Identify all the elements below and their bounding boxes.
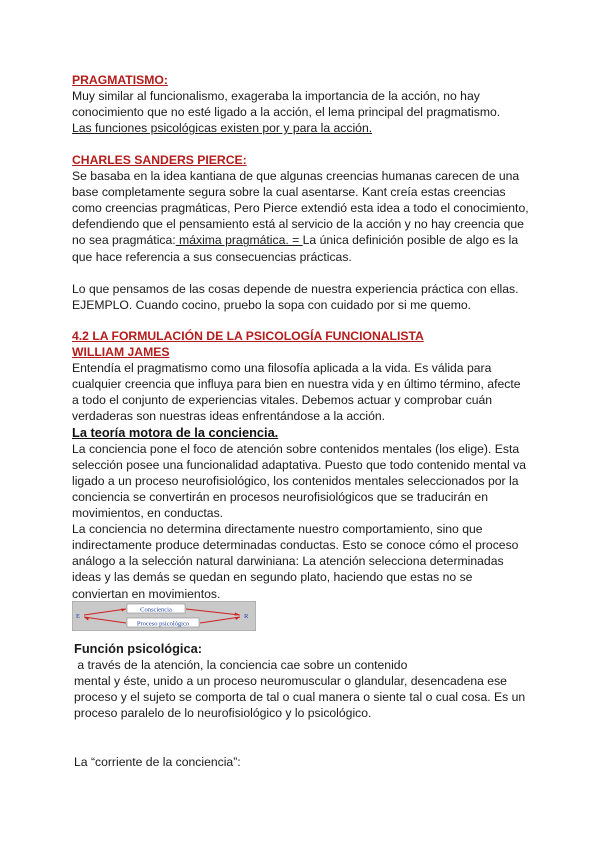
section-corriente [74, 754, 534, 770]
paragraph-line: ligado a un proceso neurofisiológico, los contenidos mentales seleccionados por la [72, 473, 519, 488]
paragraph-line: proceso paralelo de lo neurofisiológico y lo psicológico. [74, 706, 372, 721]
paragraph-line: ideas y las demás se quedan en segundo plato, haciendo que estas no se [72, 570, 473, 585]
line-suffix: La única definición posible de algo es la [302, 233, 519, 248]
section-funcion-psicologica [74, 641, 534, 721]
paragraph-line: Muy similar al funcionalismo, exageraba la importancia de la acción, no hay [72, 89, 480, 104]
underlined-statement: Las funciones psicológicas existen por y para la acción. [72, 121, 373, 136]
spacer [72, 265, 532, 281]
section-funcionalista [72, 328, 532, 602]
paragraph-line: Entendía el pragmatismo como una filosofía aplicada a la vida. Es válida para [72, 361, 492, 376]
subheading-william-james: WILLIAM JAMES [72, 345, 170, 360]
paragraph-line: a todo el conjunto de experiencias vitales. Debemos actuar y comprobar cuán [72, 393, 493, 408]
paragraph-line: cualquier creencia que influya para bien en nuestra vida y en último término, afecte [72, 377, 521, 392]
paragraph-line: conviertan en movimientos. [72, 586, 221, 601]
line-text: a través de la atención, la conciencia cae sobre un contenido [74, 658, 408, 673]
paragraph-line: conocimiento que no esté ligado a la acción, el lema principal del pragmatismo. [72, 105, 501, 120]
paragraph-line [74, 641, 534, 673]
paragraph-line: verdaderas son nuestras ideas enfrentándose a la acción. [72, 409, 386, 424]
paragraph-line: EJEMPLO. Cuando cocino, pruebo la sopa con cuidado por si me quemo. [72, 297, 472, 312]
heading-pragmatismo: PRAGMATISMO: [72, 73, 168, 87]
paragraph-line [72, 232, 532, 248]
paragraph-line: La conciencia no determina directamente nuestro comportamiento, sino que [72, 522, 483, 537]
label-funcion-psicologica: Función psicológica: [74, 641, 202, 656]
paragraph-line: base completamente segura sobre la cual asentarse. Kant creía estas creencias [72, 185, 506, 200]
consciousness-diagram [72, 601, 256, 631]
heading-teoria-motora: La teoría motora de la conciencia. [72, 424, 279, 440]
paragraph-line: análogo a la selección natural darwiniana: La atención selecciona determinadas [72, 554, 504, 569]
paragraph-line: conciencia se convertirán en procesos neurofisiológicos que se traducirán en [72, 489, 488, 504]
diagram-left-label: E [76, 613, 80, 620]
paragraph-line: movimientos, en conductas. [72, 506, 224, 521]
paragraph-line: como creencias pragmáticas, Pero Pierce extendió esta idea a todo el conocimiento, [72, 201, 529, 216]
diagram-top-label: Consciencia [140, 606, 172, 614]
paragraph-line: selección posee una funcionalidad adaptativa. Puesto que todo contenido mental va [72, 457, 526, 472]
paragraph-line: que hace referencia a sus consecuencias prácticas. [72, 249, 352, 264]
section-pragmatismo [72, 72, 532, 136]
section-pierce [72, 152, 532, 313]
paragraph-line: La “corriente de la conciencia”: [74, 755, 241, 769]
paragraph-line: Lo que pensamos de las cosas depende de nuestra experiencia práctica con ellas. [72, 281, 519, 296]
paragraph-line: La conciencia pone el foco de atención sobre contenidos mentales (los elige). Esta [72, 441, 520, 456]
paragraph-line: mental y éste, unido a un proceso neuromuscular o glandular, desencadena ese [74, 674, 507, 689]
paragraph-line: Se basaba en la idea kantiana de que algunas creencias humanas carecen de una [72, 169, 520, 184]
paragraph-line: defendiendo que el pensamiento está al servicio de la acción y no hay creencia que [72, 217, 524, 232]
paragraph-line: indirectamente produce determinadas conductas. Esto se conoce cómo el proceso [72, 538, 519, 553]
paragraph-line: proceso y el sujeto se comporta de tal o cual manera o siente tal o cual cosa. Es un [74, 690, 526, 705]
line-prefix: no sea pragmática: [72, 233, 176, 248]
heading-pierce: CHARLES SANDERS PIERCE: [72, 153, 247, 167]
diagram-bottom-label: Proceso psicológico [136, 620, 190, 628]
diagram-right-label: R [244, 613, 249, 620]
heading-funcionalista: 4.2 LA FORMULACIÓN DE LA PSICOLOGÍA FUNCIONALISTA [72, 329, 424, 343]
maxima-pragmatica: máxima pragmática. = [175, 233, 303, 248]
